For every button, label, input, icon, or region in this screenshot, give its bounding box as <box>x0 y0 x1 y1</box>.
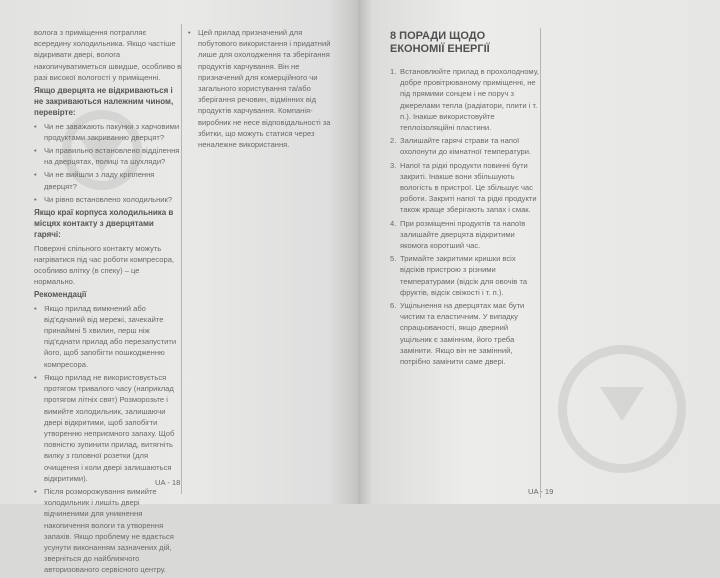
heading-door-check: Якщо дверцята не відкриваються і не закриваються належним чином, перевірте: <box>34 86 174 118</box>
list-item: • Цей прилад призначений для побутового використання і придатний лише для охолодження та зберігання продуктів харчування. Він не призначений для комерційного чи загального користування та/або зберігання речовин, відмінних від продуктів харчування. Компанія-виробник не несе відповідальності за збитки, що можуть статися через неналежне використання. <box>188 28 331 150</box>
left-column <box>34 27 182 578</box>
right-page <box>358 0 720 504</box>
right-column <box>188 27 338 152</box>
list-item: • Якщо прилад вимкнений або від'єднаний від мережі, зачекайте принаймні 5 хвилин, перш ніж під'єднати прилад або перезапустити його, щоб запобігти пошкодженню компресора. <box>34 303 177 369</box>
checks-list <box>34 121 182 205</box>
column-divider <box>181 24 182 494</box>
column-divider <box>540 28 541 498</box>
page-number: UA - 19 <box>528 487 554 496</box>
hot-edges-text: Поверхні спільного контакту можуть нагріватися під час роботи компресора, особливо влітку (в спеку) – це нормально. <box>34 243 175 287</box>
energy-tips-column <box>390 30 540 369</box>
recommendations-list <box>34 303 182 576</box>
list-item: 2. Залишайте гарячі страви та напої охолонути до кімнатної температури. <box>390 136 532 157</box>
page-number: UA - 18 <box>155 478 181 487</box>
left-page <box>0 0 358 575</box>
intro-text: волога з приміщення потрапляє всередину холодильника. Якщо частіше відкривати двері, волога накопичуватиметься швидше, особливо в разі високої вологості у приміщенні. <box>34 28 182 82</box>
list-item: 5. Тримайте закритими кришки всіх відсіків пристрою з різними температурами (відсік для овочів та фруктів, відсік свіжості і т. п.). <box>390 254 528 297</box>
list-item: • Чи рівно встановлено холодильник? <box>34 194 173 204</box>
tips-list <box>390 66 540 367</box>
section-title: 8 ПОРАДИ ЩОДО ЕКОНОМІЇ ЕНЕРГІЇ <box>390 30 490 55</box>
heading-recommendations: Рекомендації <box>34 290 87 300</box>
list-item: • Чи правильно встановлено відділення на дверцятах, полиці та шухляди? <box>34 146 180 167</box>
list-item: 6. Ущільнення на дверцятах має бути чистим та еластичним. У випадку спрацьованості, якщо дверний ущільник є замінним, його треба замінити. Якщо він не замінний, потрібно замінити саме двері. <box>390 301 525 367</box>
list-item: 3. Напої та рідкі продукти повинні бути закриті. Інакше вони збільшують вологість в пристрої. Це збільшує час роботи. Закриті напої та рідкі продукти також краще зберігають запах і смак. <box>390 160 537 215</box>
list-item: • Після розморожування вимийте холодильник і лишіть двері відчиненими для уникнення накопичення вологи та утворення запахів. Якщо проблему не вдається усунути виконанням зазначених дій, зверніться до найближчого авторизованого сервісного центру. <box>34 486 174 575</box>
list-item: • Чи не вийшли з ладу кріплення дверцят? <box>34 170 155 191</box>
list-item: 1. Встановлюйте прилад в прохолодному, добре провітрюваному приміщенні, не під прямими сонцем і не поруч з джерелами тепла (радіатори, плити і т. п.). Інакше використовуйте теплоізоляційні пластини. <box>390 67 539 133</box>
list-item: • Якщо прилад не використовується протягом тривалого часу (наприклад протягом літніх свят) Розморозьте і вимийте холодильник, залишаючи двері відкритими, щоб запобігти утворенню неприємного запаху. Щоб повністю зупинити прилад, витягніть вилку з головної розетки (для очищення і коли двері залишаються відкритими). <box>34 372 175 483</box>
heading-hot-edges: Якщо краї корпуса холодильника в місцях контакту з дверцятами гарячі: <box>34 208 174 240</box>
watermark-logo <box>558 345 686 473</box>
list-item: • Чи не заважають пакунки з харчовими продуктами закриванню дверцят? <box>34 121 180 142</box>
list-item: 4. При розміщенні продуктів та напоїв залишайте дверцята відкритими якомога коротший час. <box>390 218 526 251</box>
